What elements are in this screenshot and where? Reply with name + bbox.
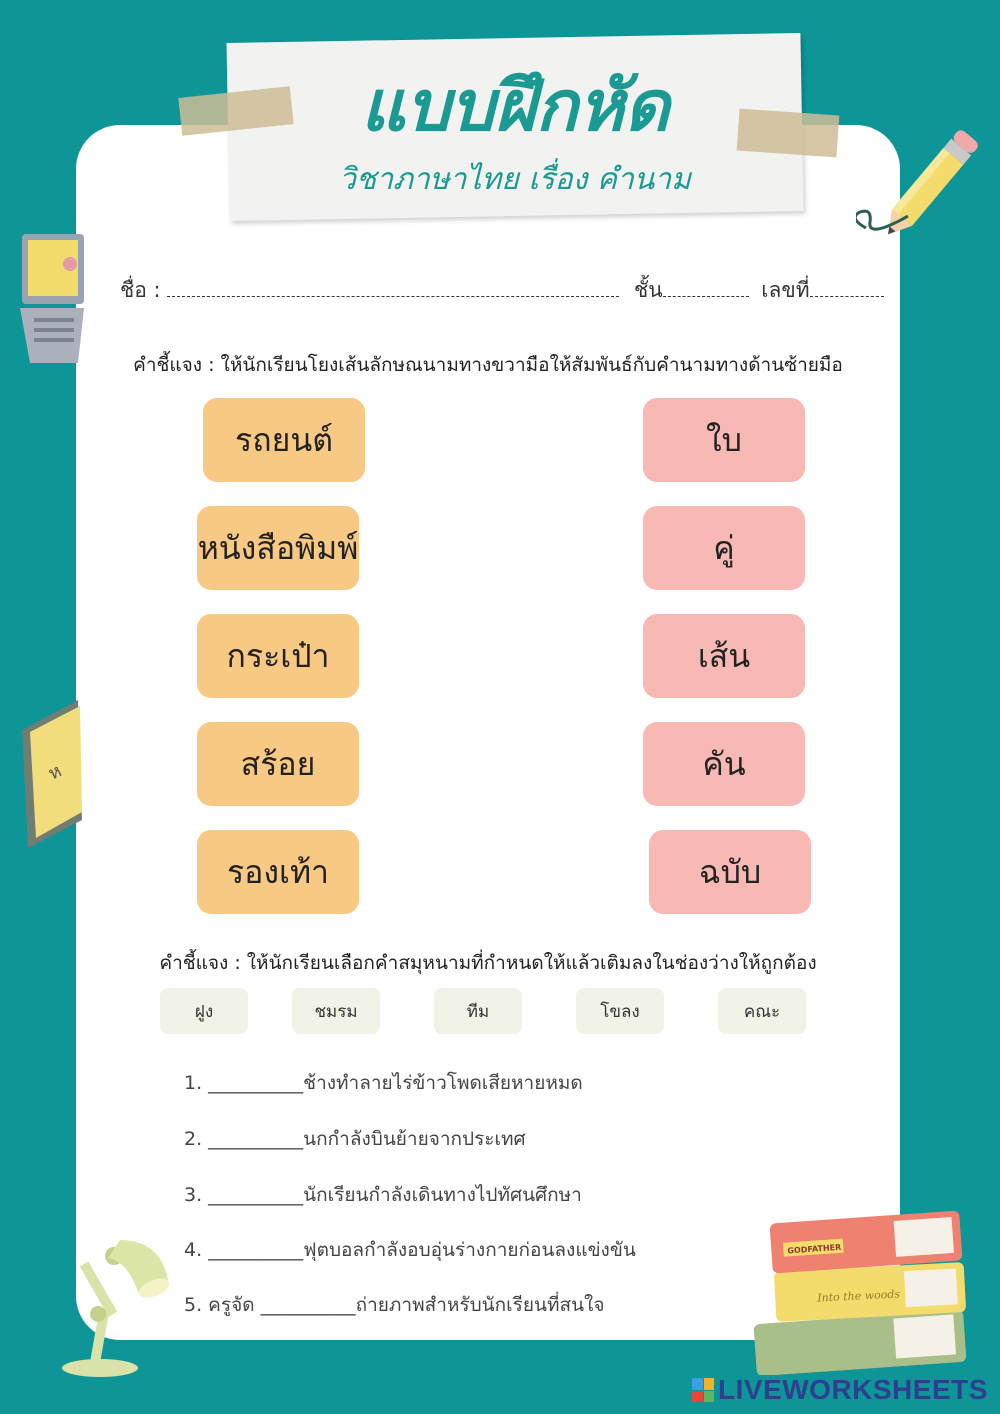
noun-box[interactable]: รองเท้า bbox=[197, 830, 359, 914]
svg-text:ห: ห bbox=[45, 760, 65, 785]
brand-text: LIVEWORKSHEETS bbox=[718, 1374, 988, 1405]
classifier-box[interactable]: คู่ bbox=[643, 506, 805, 590]
classifier-box[interactable]: ใบ bbox=[643, 398, 805, 482]
question-item[interactable]: 5. ครูจัด __________ถ่ายภาพสำหรับนักเรียนที่สนใจ bbox=[184, 1294, 605, 1316]
noun-box[interactable]: หนังสือพิมพ์ bbox=[197, 506, 359, 590]
question-item[interactable]: 3. __________นักเรียนกำลังเดินทางไปทัศนศึกษา bbox=[184, 1184, 582, 1206]
name-label: ชื่อ : bbox=[120, 278, 161, 302]
page-title: แบบฝึกหัด bbox=[360, 65, 670, 147]
book-illustration bbox=[18, 690, 88, 850]
pencil-icon bbox=[856, 108, 1000, 258]
word-bank-chip[interactable]: ฝูง bbox=[160, 988, 248, 1034]
liveworksheets-brand[interactable] bbox=[692, 1374, 988, 1406]
liveworksheets-logo-icon bbox=[692, 1378, 714, 1402]
svg-text:GODFATHER: GODFATHER bbox=[787, 1242, 842, 1256]
classifier-box[interactable]: เส้น bbox=[643, 614, 805, 698]
name-field[interactable] bbox=[167, 276, 619, 297]
word-bank-chip[interactable]: ชมรม bbox=[292, 988, 380, 1034]
student-info-line bbox=[120, 274, 884, 307]
question-item[interactable]: 1. __________ช้างทำลายไร่ข้าวโพดเสียหายหมด bbox=[184, 1072, 583, 1094]
noun-box[interactable]: กระเป๋า bbox=[197, 614, 359, 698]
class-field[interactable] bbox=[663, 276, 749, 297]
desk-lamp-illustration bbox=[50, 1230, 180, 1380]
classifier-box[interactable]: คัน bbox=[643, 722, 805, 806]
matching-instruction: คำชี้แจง : ให้นักเรียนโยงเส้นลักษณนามทางขวามือให้สัมพันธ์กับคำนามทางด้านซ้ายมือ bbox=[133, 354, 843, 376]
number-field[interactable] bbox=[810, 276, 884, 297]
classifier-box[interactable]: ฉบับ bbox=[649, 830, 811, 914]
word-bank-chip[interactable]: คณะ bbox=[718, 988, 806, 1034]
question-item[interactable]: 2. __________นกกำลังบินย้ายจากประเทศ bbox=[184, 1128, 526, 1150]
svg-text:Into the woods: Into the woods bbox=[816, 1287, 901, 1305]
word-bank-chip[interactable]: โขลง bbox=[576, 988, 664, 1034]
class-label: ชั้น bbox=[634, 278, 663, 302]
books-stack-illustration bbox=[745, 1205, 975, 1375]
noun-box[interactable]: สร้อย bbox=[197, 722, 359, 806]
noun-box[interactable]: รถยนต์ bbox=[203, 398, 365, 482]
fill-blank-instruction: คำชี้แจง : ให้นักเรียนเลือกคำสมุหนามที่กำหนดให้แล้วเติมลงในช่องว่างให้ถูกต้อง bbox=[159, 952, 817, 974]
question-item[interactable]: 4. __________ฟุตบอลกำลังอบอุ่นร่างกายก่อนลงแข่งขัน bbox=[184, 1239, 636, 1261]
word-bank-chip[interactable]: ทีม bbox=[434, 988, 522, 1034]
laptop-illustration bbox=[18, 228, 88, 368]
number-label: เลขที่ bbox=[761, 278, 810, 302]
page-subtitle: วิชาภาษาไทย เรื่อง คำนาม bbox=[339, 162, 691, 197]
